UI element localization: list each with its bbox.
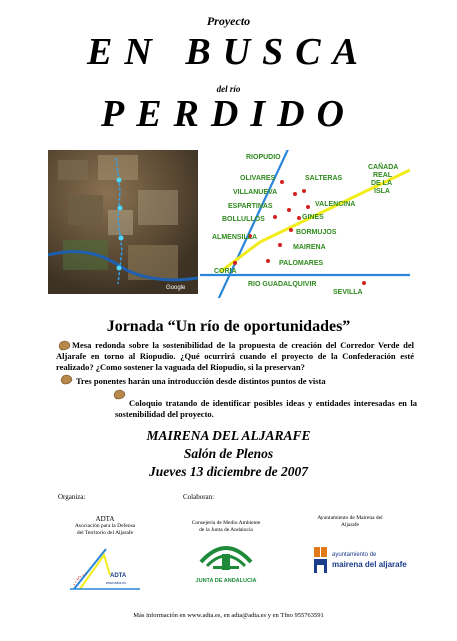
leaf-bullet-icon [60,374,73,385]
junta-logo-text: JUNTA DE ANDALUCIA [195,578,257,584]
ayto-desc-1: Ayuntamiento de Mairena del [317,515,383,521]
footer-contact: Más información en www.adta.es, en adta@adta.es y en Tfno 955763591 [133,612,324,619]
map-label: DE LA [371,180,392,187]
map-label: CORIA [214,268,237,275]
item-mesa-redonda: Mesa redonda sobre la sostenibilidad de la propuesta de creación del Corredor Verde del Aljarafe en torno al Riopudio. ¿Qué ocurrirá cuando el proyecto de la Confederación esté realizado? ¿Como sostener la vaguada del Riopudio, si la preservan? [56,340,414,372]
colaboran-label: Colaboran: [183,493,215,501]
junta-andalucia-logo [193,540,259,592]
event-date: Jueves 13 diciembre de 2007 [149,464,308,479]
ayto-logo-small-text: ayuntamiento de [332,552,377,558]
ayto-mairena-logo [312,545,422,577]
svg-text:Google: Google [166,285,186,291]
map-label: RIO GUADALQUIVIR [248,281,317,288]
map-label: RIOPUDIO [246,154,281,161]
map-label: CAÑADA [368,164,399,171]
map-label: ESPARTINAS [228,203,273,210]
map-label: VILLANUEVA [233,189,278,196]
map-label: GINES [302,214,324,221]
map-label: BOLLULLOS [222,216,265,223]
pre-title: Proyecto [206,14,251,28]
title-connector: del río [216,84,241,94]
organiza-label: Organiza: [58,493,86,501]
map-label: SEVILLA [333,289,363,296]
map-label: SALTERAS [305,175,343,182]
map-label: VALENCINA [315,201,356,208]
satellite-image-illustration [48,150,198,294]
map-label: PALOMARES [279,260,324,267]
venue-hall: Salón de Plenos [183,446,274,461]
ayto-desc-2: Aljarafe [340,522,359,528]
title-line-1: EN BUSCA [87,31,370,73]
event-heading: Jornada “Un río de oportunidades” [106,318,351,335]
junta-desc-1: Consejería de Medio Ambiente [191,520,261,526]
title-line-2: PERDIDO [100,93,357,135]
junta-desc-2: de la Junta de Andalucía [199,527,253,533]
venue-city: MAIRENA DEL ALJARAFE [146,428,311,443]
adta-logo [70,545,140,591]
organizer-desc-1: Asociación para la Defensa [74,523,136,529]
item-ponentes: Tres ponentes harán una introducción desde distintos puntos de vista [76,376,326,386]
organizer-name: ADTA [95,515,115,523]
map-label: OLIVARES [240,175,276,182]
map-label: ISLA [374,188,390,195]
organizer-desc-2: del Territorio del Aljarafe [76,530,134,536]
schematic-map [200,150,410,298]
map-label: BORMUJOS [296,229,337,236]
ayto-logo-big-text: mairena del aljarafe [332,560,407,569]
map-label: REAL [373,172,393,179]
map-label: ALMENSILLA [212,234,258,241]
adta-logo-url: www.adta.es [106,581,126,585]
adta-logo-text: ADTA [110,573,127,579]
satellite-photo [48,150,198,294]
map-label: MAIRENA [293,244,326,251]
item-coloquio: Coloquio tratando de identificar posibles ideas y entidades interesadas en la sostenibilidad del proyecto. [115,398,417,419]
